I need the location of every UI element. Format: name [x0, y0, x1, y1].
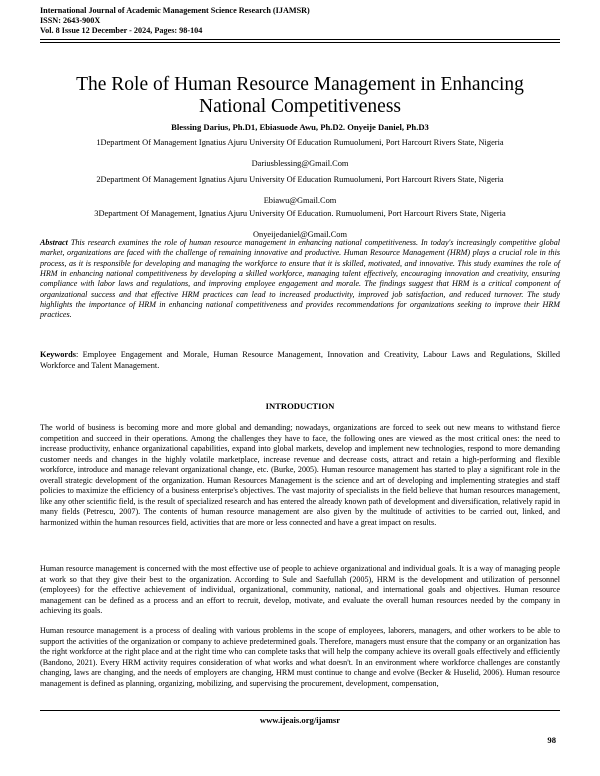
paper-title — [40, 74, 560, 118]
abstract-text: This research examines the role of human resource management in enhancing national competitiveness. In today's increasingly competitive global market, organizations are faced with the challenge of remaining innovative and productive. Human Resource Management (HRM) plays a crucial role in this process, as it is responsible for developing and managing the workforce to ensure that it is skilled, motivated, and innovative. This study examines the role of HRM in enhancing national competitiveness by developing a skilled workforce, managing talent effectively, encouraging innovation and creativity, ensuring compliance with labor laws and regulations, and improving employee engagement and morale. The findings suggest that HRM is a critical component of organizational success and that effective HRM practices can lead to increased productivity, improved job satisfaction, and reduced turnover. The study highlights the importance of HRM in enhancing national competitiveness and provides recommendations for organizations seeking to improve their HRM practices. — [40, 238, 560, 320]
header-rule-bottom — [40, 42, 560, 43]
affiliation-dept: 2Department Of Management Ignatius Ajuru University Of Education Rumuolumeni, Port Harcourt Rivers State, Nigeria — [96, 175, 504, 184]
journal-volume: Vol. 8 Issue 12 December - 2024, Pages: 98-104 — [40, 26, 203, 35]
paragraph: Human resource management is a process of dealing with various problems in the scope of employees, laborers, managers, and other workers to be able to support the activities of the organization or company to achieve predetermined goals. Therefore, managers must ensure that the company or an organization has the right workforce at the right place and at the right time who can complete tasks that will help the company achieve its overall goals effectively and efficiently (Bandono, 2021). Every HRM activity requires consideration of what works and what doesn't. In an environment where workforce challenges are constantly changing, laws are changing, and the needs of employers are changing, HRM must continue to change and evolve (Becker & Huselid, 2006). Human resource management is defined as planning, organizing, mobilizing, and supervising the procurement, development, compensation, — [40, 626, 560, 688]
keywords — [40, 349, 560, 371]
section-heading: INTRODUCTION — [265, 401, 335, 411]
affiliation-email: Dariusblessing@Gmail.Com — [251, 159, 349, 168]
abstract — [40, 238, 560, 321]
keywords-label: Keywords — [40, 350, 76, 359]
footer-url[interactable]: www.ijeais.org/ijamsr — [259, 715, 341, 725]
journal-header — [40, 6, 310, 36]
title-line-1: The Role of Human Resource Management in Enhancing — [76, 74, 524, 95]
affiliation-1 — [40, 137, 560, 169]
affiliation-dept: 3Department Of Management, Ignatius Ajuru University Of Education. Rumuolumeni, Port Harcourt Rivers State, Nigeria — [94, 209, 506, 218]
affiliation-2 — [40, 174, 560, 206]
affiliation-3 — [40, 208, 560, 240]
paragraph: The world of business is becoming more and more global and demanding; nowadays, organizations are forced to seek out new means to withstand fierce competition and succeed in their operations. Among the challenges they have to face, the following ones are viewed as the most critical ones: the need to increase productivity, enhance organizational capabilities, expand into global markets, develop and implement new technologies, respond to more demanding customer needs and changes in the highly volatile marketplace, increase revenue and decrease costs, attract and retain a high-performing and flexible workforce, introduce and manage relevant organizational change, etc. (Burke, 2005). Human resource management has started to play a significant role in the overall strategic development of the organization. Human Resources Management is the science and art of developing and implementing strategies and staff policies to maximize the efficiency of a business enterprise's objectives. The vast majority of specialists in the field believe that human resources management, like any other scientific field, is the result of specialized research and has entered the already known path of development and diversification, relatively rapid in many fields (Petrescu, 2007). The contents of human resource management are also given by the multitude of activities to be carried out, linked, and harmonized within the human resources field, activities that are more or less connected and have a great impact on results. — [40, 423, 560, 527]
page-number: 98 — [547, 735, 556, 745]
title-line-2: National Competitiveness — [198, 96, 401, 117]
keywords-text: : Employee Engagement and Morale, Human Resource Management, Innovation and Creativity, Labour Laws and Regulations, Skilled Workforce and Talent Management. — [40, 350, 560, 370]
header-rule-top — [40, 39, 560, 40]
affiliation-email: Ebiawu@Gmail.Com — [263, 196, 337, 205]
affiliation-email: Onyeijedaniel@Gmail.Com — [252, 230, 347, 239]
paragraph: Human resource management is concerned with the most effective use of people to achieve organizational and individual goals. It is a way of managing people at work so that they give their best to the organization. According to Sule and Saefullah (2005), HRM is the development and utilization of personnel (employees) for the effective achievement of individual, organizational, community, national, and international goals and objectives. Human resource management can be defined as a process and an effort to recruit, develop, motivate, and evaluate the overall human resources needed by the company in achieving its goals. — [40, 564, 560, 615]
author-list: Blessing Darius, Ph.D1, Ebiasuode Awu, Ph.D2. Onyeije Daniel, Ph.D3 — [171, 122, 429, 132]
footer-rule — [40, 710, 560, 711]
affiliation-dept: 1Department Of Management Ignatius Ajuru University Of Education Rumuolumeni, Port Harcourt Rivers State, Nigeria — [96, 138, 504, 147]
abstract-label: Abstract — [40, 238, 68, 247]
journal-name: International Journal of Academic Management Science Research (IJAMSR) — [40, 6, 310, 15]
journal-issn: ISSN: 2643-900X — [40, 16, 101, 25]
